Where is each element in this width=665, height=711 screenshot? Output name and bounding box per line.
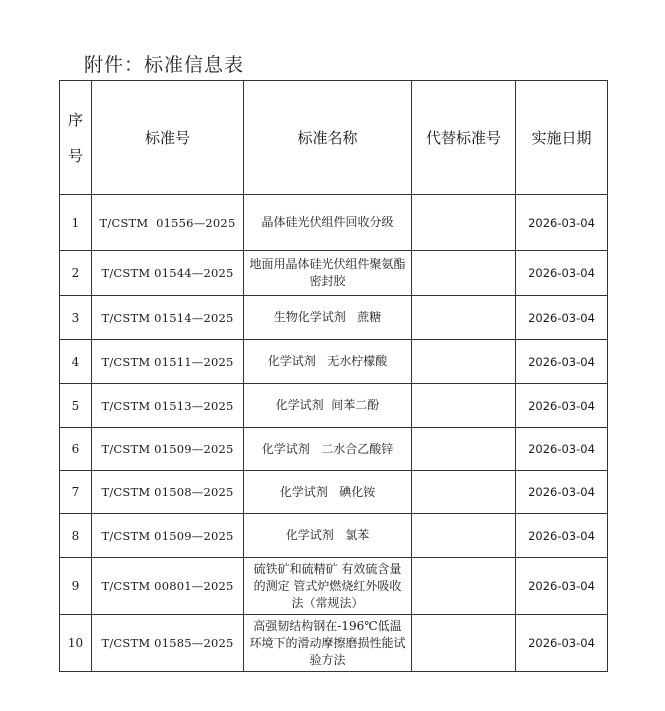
table-header-row [60,81,608,195]
row-standard-no: T/CSTM 01513—2025 [92,384,244,428]
row-standard-name: 化学试剂 间苯二酚 [244,384,412,428]
row-standard-no: T/CSTM 01544—2025 [92,251,244,296]
row-standard-name: 化学试剂 二水合乙酸锌 [244,428,412,471]
header-replaces: 代替标准号 [412,81,516,195]
row-standard-no: T/CSTM 01511—2025 [92,340,244,384]
row-seq: 4 [60,340,92,384]
row-standard-no: T/CSTM 01508—2025 [92,471,244,514]
document-title: 附件：标准信息表 [84,54,245,76]
table-row [60,514,608,558]
row-replaces [412,296,516,340]
row-seq: 10 [60,615,92,672]
row-seq: 7 [60,471,92,514]
row-replaces [412,384,516,428]
row-effective-date: 2026-03-04 [516,296,608,340]
row-effective-date: 2026-03-04 [516,615,608,672]
table-row [60,384,608,428]
standards-table [59,80,608,672]
table-row [60,428,608,471]
row-standard-no: T/CSTM 01556—2025 [92,195,244,251]
row-seq: 8 [60,514,92,558]
table-row [60,471,608,514]
row-replaces [412,428,516,471]
header-seq-label: 序号 [68,110,84,165]
row-effective-date: 2026-03-04 [516,195,608,251]
row-seq: 1 [60,195,92,251]
row-standard-no: T/CSTM 01585—2025 [92,615,244,672]
row-standard-name: 晶体硅光伏组件回收分级 [244,195,412,251]
table-row [60,558,608,615]
row-effective-date: 2026-03-04 [516,471,608,514]
row-standard-name: 硫铁矿和硫精矿 有效硫含量的测定 管式炉燃烧红外吸收法（常规法） [244,558,412,615]
row-standard-no: T/CSTM 01509—2025 [92,514,244,558]
row-replaces [412,514,516,558]
header-standard-name: 标准名称 [244,81,412,195]
row-replaces [412,558,516,615]
row-standard-name: 高强韧结构钢在-196℃低温环境下的滑动摩擦磨损性能试验方法 [244,615,412,672]
row-replaces [412,195,516,251]
row-effective-date: 2026-03-04 [516,251,608,296]
row-seq: 3 [60,296,92,340]
row-seq: 5 [60,384,92,428]
row-seq: 9 [60,558,92,615]
row-effective-date: 2026-03-04 [516,558,608,615]
header-seq [60,81,92,195]
row-standard-name: 化学试剂 碘化铵 [244,471,412,514]
row-replaces [412,615,516,672]
table-row [60,615,608,672]
row-effective-date: 2026-03-04 [516,514,608,558]
row-effective-date: 2026-03-04 [516,340,608,384]
row-seq: 6 [60,428,92,471]
row-standard-no: T/CSTM 01509—2025 [92,428,244,471]
header-effective-date: 实施日期 [516,81,608,195]
row-replaces [412,251,516,296]
table-body [60,195,608,672]
row-standard-name: 生物化学试剂 蔗糖 [244,296,412,340]
table-row [60,340,608,384]
row-effective-date: 2026-03-04 [516,428,608,471]
table-row [60,251,608,296]
row-standard-name: 化学试剂 无水柠檬酸 [244,340,412,384]
table-row [60,296,608,340]
row-standard-name: 化学试剂 氯苯 [244,514,412,558]
row-seq: 2 [60,251,92,296]
table-row [60,195,608,251]
row-effective-date: 2026-03-04 [516,384,608,428]
row-standard-name: 地面用晶体硅光伏组件聚氨酯密封胶 [244,251,412,296]
row-standard-no: T/CSTM 01514—2025 [92,296,244,340]
header-standard-no: 标准号 [92,81,244,195]
row-standard-no: T/CSTM 00801—2025 [92,558,244,615]
row-replaces [412,340,516,384]
row-replaces [412,471,516,514]
